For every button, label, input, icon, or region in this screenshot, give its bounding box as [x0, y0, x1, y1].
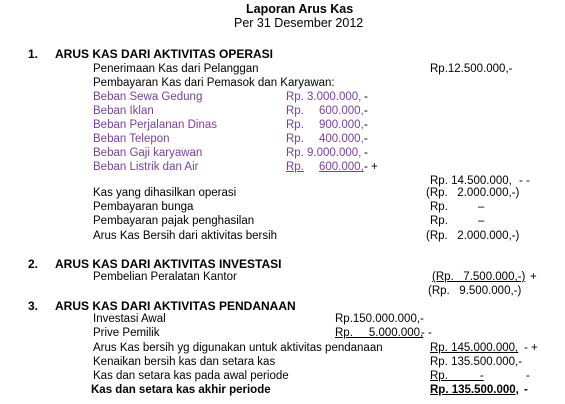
beginning-cash-label: Kas dan setara kas pada awal periode [93, 370, 289, 382]
expense-label: Beban Listrik dan Air [93, 161, 199, 173]
interest-value: – [478, 201, 485, 213]
expense-currency: Rp. [286, 91, 304, 103]
net-increase-value: Rp. 135.500.000,- [430, 356, 523, 368]
financing-label: Arus Kas bersih yg digunakan untuk aktivitas pendanaan [93, 342, 383, 354]
initial-investment-label: Investasi Awal [93, 313, 166, 325]
financing-value: Rp. 145.000.000, [430, 342, 519, 354]
interest-label: Pembayaran bunga [93, 201, 194, 213]
net-operations-label: Arus Kas Bersih dari aktivitas bersih [93, 230, 278, 242]
section-1-number: 1. [28, 47, 39, 61]
expense-suffix: - + [364, 161, 378, 173]
payments-label: Pembayaran Kas dari Pemasok dan Karyawan: [93, 77, 335, 89]
expense-currency: Rp. [286, 105, 304, 117]
expense-suffix: - [364, 91, 368, 103]
expense-amount: 400.000, [319, 133, 364, 145]
section-3-number: 3. [28, 299, 39, 313]
equipment-suffix: + [530, 271, 537, 283]
section-2-number: 2. [28, 257, 39, 271]
section-2-title: ARUS KAS DARI AKTIVITAS INVESTASI [55, 257, 282, 271]
investing-total: (Rp. 9.500.000,-) [428, 285, 522, 297]
prive-value: Rp. 5.000.000, [335, 327, 424, 339]
prive-suffix: - - [421, 327, 432, 339]
interest-currency: Rp. [430, 201, 448, 213]
expenses-total-suffix: - - [519, 175, 530, 187]
beginning-cash-value: Rp. - [430, 370, 484, 382]
tax-label: Pembayaran pajak penghasilan [93, 215, 255, 227]
cash-operations-label: Kas yang dihasilkan operasi [93, 187, 237, 199]
expense-amount: 600.000, [319, 161, 364, 173]
net-increase-label: Kenaikan bersih kas dan setara kas [93, 356, 276, 368]
expense-label: Beban Perjalanan Dinas [93, 119, 218, 131]
section-3-title: ARUS KAS DARI AKTIVITAS PENDANAAN [55, 299, 296, 313]
expense-label: Beban Telepon [93, 133, 170, 145]
expense-amount: 600.000, [319, 105, 364, 117]
expense-label: Beban Iklan [93, 105, 154, 117]
expense-label: Beban Gaji karyawan [93, 147, 203, 159]
report-subtitle: Per 31 Desember 2012 [234, 16, 364, 30]
section-1-title: ARUS KAS DARI AKTIVITAS OPERASI [55, 47, 274, 61]
expense-suffix: - [364, 105, 368, 117]
expense-suffix: - [364, 147, 368, 159]
prive-label: Prive Pemilik [93, 327, 160, 339]
expense-amount: 9.000.000, [307, 147, 362, 159]
ending-cash-suffix: - [524, 384, 528, 396]
expense-suffix: - [364, 133, 368, 145]
equipment-label: Pembelian Peralatan Kantor [93, 271, 237, 283]
tax-currency: Rp. [430, 215, 448, 227]
tax-value: – [478, 215, 485, 227]
receipts-label: Penerimaan Kas dari Pelanggan [93, 63, 259, 75]
expense-currency: Rp. [286, 147, 304, 159]
expense-amount: 900.000, [319, 119, 364, 131]
expenses-total: Rp. 14.500.000, [430, 175, 512, 187]
expense-currency: Rp. [286, 133, 304, 145]
cash-operations-value: (Rp. 2.000.000,-) [426, 187, 520, 199]
net-operations-value: (Rp. 2.000.000,-) [426, 230, 520, 242]
financing-suffix: - + [524, 342, 538, 354]
initial-investment-value: Rp.150.000.000,- [335, 313, 424, 325]
expense-suffix: - [364, 119, 368, 131]
expense-currency: Rp. [286, 161, 304, 173]
expense-amount: 3.000.000, [307, 91, 362, 103]
equipment-value: (Rp. 7.500.000,-) [432, 271, 526, 283]
receipts-value: Rp.12.500.000,- [430, 63, 513, 75]
report-title: Laporan Arus Kas [246, 2, 354, 16]
expense-label: Beban Sewa Gedung [93, 91, 203, 103]
ending-cash-value: Rp. 135.500.000, [430, 384, 519, 396]
expense-currency: Rp. [286, 119, 304, 131]
ending-cash-label: Kas dan setara kas akhir periode [91, 384, 271, 396]
beginning-cash-suffix: - [526, 370, 530, 382]
